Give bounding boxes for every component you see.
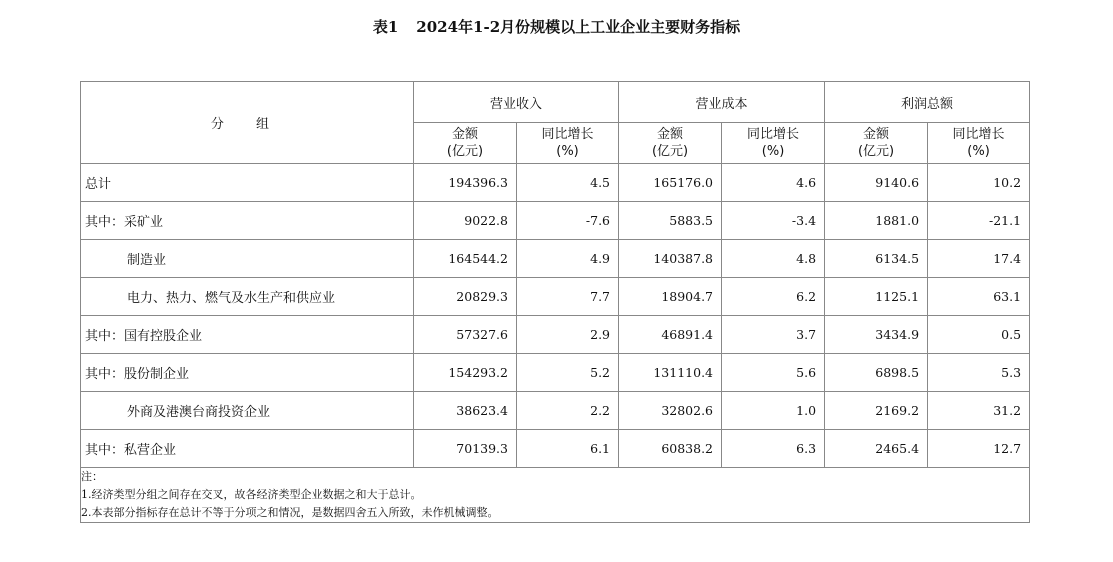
- table-cell: 6898.5: [825, 354, 928, 392]
- subheader-line1: 同比增长: [747, 127, 800, 142]
- table-row: [81, 392, 1030, 430]
- profit-header: 利润总额: [825, 82, 1030, 123]
- subheader-line1: 同比增长: [541, 127, 594, 142]
- table-row: [81, 354, 1030, 392]
- table-cell: 154293.2: [414, 354, 517, 392]
- table-cell: 164544.2: [414, 240, 517, 278]
- table-row: [81, 164, 1030, 202]
- table-cell: 9022.8: [414, 202, 517, 240]
- table-cell: 140387.8: [619, 240, 722, 278]
- table-cell: 17.4: [928, 240, 1030, 278]
- subheader-line2: (%): [761, 144, 785, 159]
- table-title: 2024年1-2月份规模以上工业企业主要财务指标: [416, 18, 741, 36]
- row-label: 其中：采矿业: [81, 202, 414, 240]
- subheader-line1: 金额: [451, 127, 478, 142]
- subheader-line2: (亿元): [446, 144, 484, 159]
- table-cell: 63.1: [928, 278, 1030, 316]
- row-label: 制造业: [81, 240, 414, 278]
- subheader-line1: 金额: [657, 127, 684, 142]
- table-cell: 4.9: [517, 240, 619, 278]
- table-cell: 3434.9: [825, 316, 928, 354]
- table-cell: 12.7: [928, 430, 1030, 468]
- subheader-line2: (%): [967, 144, 990, 159]
- table-cell: 10.2: [928, 164, 1030, 202]
- table-cell: 57327.6: [414, 316, 517, 354]
- subheader-cell: [619, 123, 722, 164]
- notes-row: [81, 468, 1030, 523]
- table-cell: 6.1: [517, 430, 619, 468]
- row-label: 总计: [81, 164, 414, 202]
- header-row-1: [81, 82, 1030, 123]
- subheader-line2: (%): [556, 144, 579, 159]
- financial-indicators-table: [80, 81, 1030, 523]
- subheader-line2: (亿元): [651, 144, 689, 159]
- subheader-cell: [825, 123, 928, 164]
- table-cell: 0.5: [928, 316, 1030, 354]
- table-cell: 1.0: [722, 392, 825, 430]
- table-row: [81, 278, 1030, 316]
- row-label: 电力、热力、燃气及水生产和供应业: [81, 278, 414, 316]
- table-cell: 4.5: [517, 164, 619, 202]
- subheader-line1: 同比增长: [952, 127, 1005, 142]
- table-cell: 5.3: [928, 354, 1030, 392]
- table-cell: 32802.6: [619, 392, 722, 430]
- table-cell: 9140.6: [825, 164, 928, 202]
- subheader-line2: (亿元): [857, 144, 895, 159]
- table-cell: 2169.2: [825, 392, 928, 430]
- table-cell: 1881.0: [825, 202, 928, 240]
- table-cell: -7.6: [517, 202, 619, 240]
- table-cell: 6.2: [722, 278, 825, 316]
- note-item: 1.经济类型分组之间存在交叉，故各经济类型企业数据之和大于总计。: [81, 488, 422, 501]
- subheader-cell: [928, 123, 1030, 164]
- table-cell: 7.7: [517, 278, 619, 316]
- table-cell: 38623.4: [414, 392, 517, 430]
- table-cell: 165176.0: [619, 164, 722, 202]
- table-cell: 6134.5: [825, 240, 928, 278]
- table-cell: 5.2: [517, 354, 619, 392]
- notes-head: 注：: [81, 470, 103, 483]
- group-header: 分 组: [81, 82, 414, 164]
- table-cell: 2465.4: [825, 430, 928, 468]
- row-label: 外商及港澳台商投资企业: [81, 392, 414, 430]
- subheader-cell: [414, 123, 517, 164]
- table-cell: 18904.7: [619, 278, 722, 316]
- table-row: [81, 316, 1030, 354]
- table-cell: -3.4: [722, 202, 825, 240]
- table-cell: 3.7: [722, 316, 825, 354]
- table-cell: 46891.4: [619, 316, 722, 354]
- row-label: 其中：股份制企业: [81, 354, 414, 392]
- table-cell: 4.6: [722, 164, 825, 202]
- table-cell: -21.1: [928, 202, 1030, 240]
- table-cell: 5.6: [722, 354, 825, 392]
- table-cell: 60838.2: [619, 430, 722, 468]
- table-row: [81, 430, 1030, 468]
- notes-cell: [81, 468, 1030, 523]
- table-cell: 2.2: [517, 392, 619, 430]
- table-number: 表1: [372, 18, 399, 36]
- subheader-cell: [722, 123, 825, 164]
- revenue-header: 营业收入: [414, 82, 619, 123]
- subheader-cell: [517, 123, 619, 164]
- table-row: [81, 202, 1030, 240]
- table-cell: 131110.4: [619, 354, 722, 392]
- table-cell: 194396.3: [414, 164, 517, 202]
- table-cell: 1125.1: [825, 278, 928, 316]
- note-item: 2.本表部分指标存在总计不等于分项之和情况，是数据四舍五入所致，未作机械调整。: [81, 506, 499, 519]
- table-cell: 31.2: [928, 392, 1030, 430]
- table-cell: 20829.3: [414, 278, 517, 316]
- table-cell: 4.8: [722, 240, 825, 278]
- table-cell: 70139.3: [414, 430, 517, 468]
- table-cell: 2.9: [517, 316, 619, 354]
- table-row: [81, 240, 1030, 278]
- row-label: 其中：国有控股企业: [81, 316, 414, 354]
- subheader-line1: 金额: [863, 127, 890, 142]
- table-cell: 5883.5: [619, 202, 722, 240]
- row-label: 其中：私营企业: [81, 430, 414, 468]
- cost-header: 营业成本: [619, 82, 825, 123]
- page-title: [0, 16, 1113, 37]
- table-cell: 6.3: [722, 430, 825, 468]
